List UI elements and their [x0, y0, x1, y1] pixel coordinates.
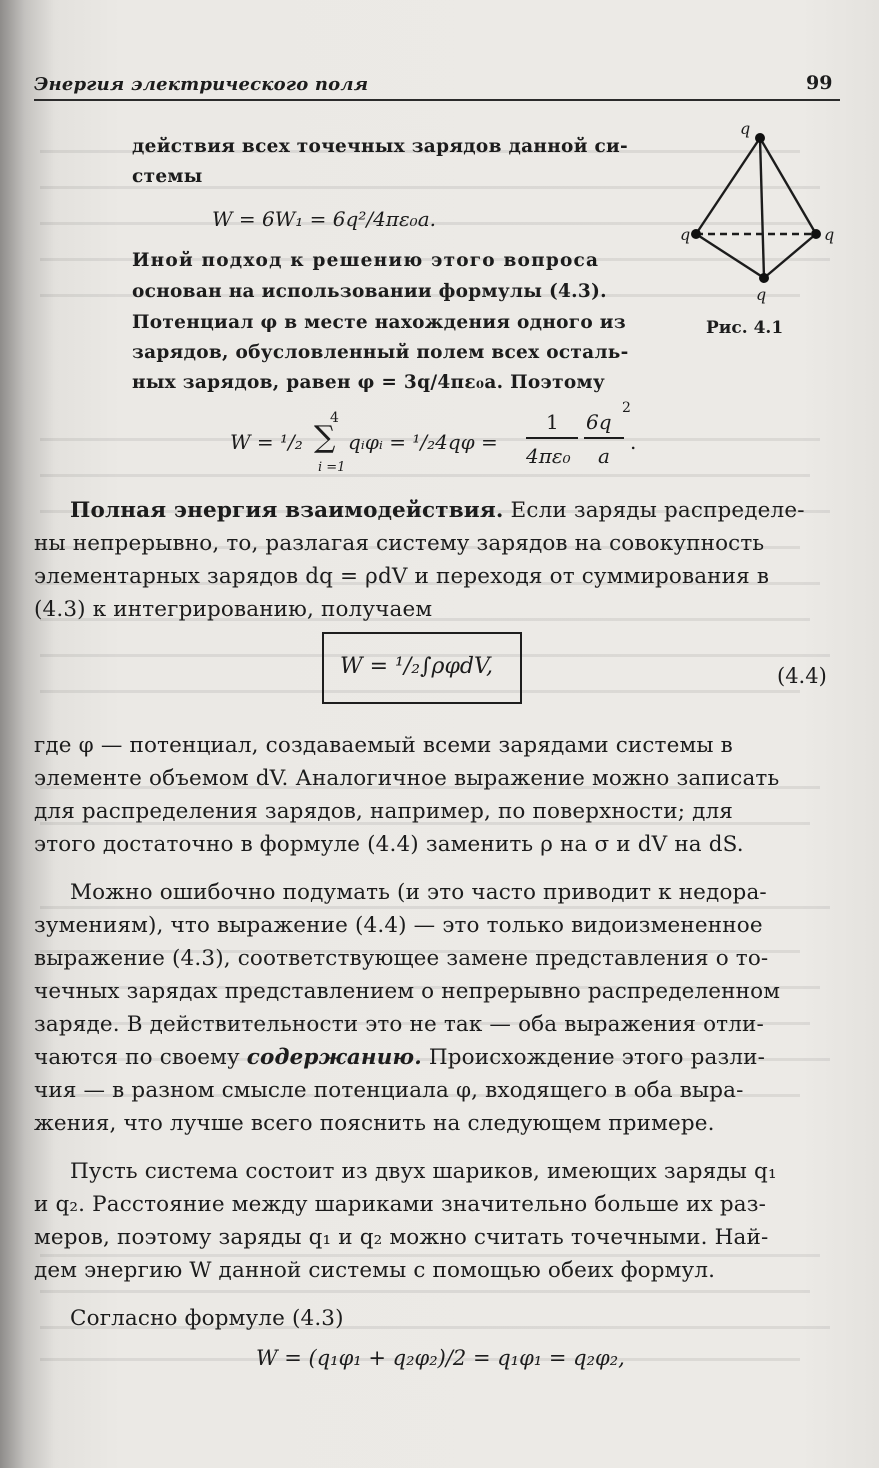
equation-number: (4.4): [777, 664, 827, 688]
paragraph-line: и q₂. Расстояние между шариками значительно больше их раз-: [34, 1192, 767, 1217]
fraction-denominator: 4πε₀: [526, 444, 571, 468]
paragraph-line: жения, что лучше всего пояснить на следующем примере.: [34, 1111, 715, 1136]
paragraph-line: Можно ошибочно подумать (и это часто приводит к недора-: [70, 880, 767, 905]
vertex-label: q: [756, 285, 767, 304]
exponent: 2: [622, 400, 631, 416]
paragraph-line: этого достаточно в формуле (4.4) заменить ρ на σ и dV на dS.: [34, 832, 744, 857]
figure-caption: Рис. 4.1: [706, 318, 784, 338]
sum-upper-limit: 4: [330, 410, 339, 426]
fraction-bar: [526, 437, 578, 439]
emphasis: содержанию.: [246, 1045, 422, 1070]
paragraph-line: [34, 1045, 765, 1070]
sum-lower-limit: i =1: [318, 460, 346, 475]
paragraph-line: выражение (4.3), соответствующее замене представления о то-: [34, 946, 769, 971]
sum-body: qᵢφᵢ = ¹/₂4qφ =: [348, 430, 498, 454]
paragraph-line: Пусть система состоит из двух шариков, имеющих заряды q₁: [70, 1159, 777, 1184]
tetrahedron-figure: [680, 118, 850, 318]
formula-sum-energy: [230, 400, 650, 480]
paragraph-line: заряде. В действительности это не так — оба выражения отли-: [34, 1012, 764, 1037]
paragraph-line: Согласно формуле (4.3): [70, 1306, 344, 1331]
paragraph-line: где φ — потенциал, создаваемый всеми зарядами системы в: [34, 733, 733, 758]
text-line: зарядов, обусловленный полем всех осталь-: [132, 342, 629, 363]
fraction-numerator: 6q: [586, 410, 612, 434]
vertex-label: q: [680, 225, 691, 244]
text-line: стемы: [132, 166, 203, 187]
paragraph-line: чечных зарядах представлением о непрерывно распределенном: [34, 979, 781, 1004]
header-rule: [34, 99, 840, 101]
vertex-label: q: [824, 225, 835, 244]
paragraph-line: ны непрерывно, то, разлагая систему зарядов на совокупность: [34, 531, 765, 556]
paragraph-line: элементарных зарядов dq = ρdV и переходя от суммирования в: [34, 564, 770, 589]
formula-integral-energy: W = ¹/₂∫ρφdV,: [340, 654, 494, 679]
text-line: Иной подход к решению этого вопроса: [132, 250, 600, 271]
vertex-label: q: [740, 119, 751, 138]
paragraph-line: чия — в разном смысле потенциала φ, входящего в оба выра-: [34, 1078, 744, 1103]
text-span: Происхождение этого разли-: [421, 1045, 766, 1070]
paragraph-line: [70, 498, 805, 523]
formula-end: .: [630, 430, 637, 454]
formula-lhs: W = ¹/₂: [230, 430, 303, 454]
text-line: Потенциал φ в месте нахождения одного из: [132, 312, 626, 333]
paragraph-line: элементе объемом dV. Аналогичное выражение можно записать: [34, 766, 780, 791]
paragraph-line: меров, поэтому заряды q₁ и q₂ можно считать точечными. Най-: [34, 1225, 769, 1250]
paragraph-line: зумениям), что выражение (4.4) — это только видоизмененное: [34, 913, 763, 938]
text-span: Если заряды распределе-: [503, 498, 805, 523]
paragraph-line: дем энергию W данной системы с помощью обеих формул.: [34, 1258, 716, 1283]
formula-two-charges: W = (q₁φ₁ + q₂φ₂)/2 = q₁φ₁ = q₂φ₂,: [256, 1346, 625, 1370]
text-line: основан на использовании формулы (4.3).: [132, 281, 607, 302]
running-header-title: Энергия электрического поля: [34, 74, 369, 95]
fraction-numerator: 1: [546, 410, 559, 434]
sum-symbol: ∑: [314, 420, 336, 455]
paragraph-line: (4.3) к интегрированию, получаем: [34, 597, 433, 622]
text-line: ных зарядов, равен φ = 3q/4πε₀a. Поэтому: [132, 372, 605, 393]
formula-energy-total: W = 6W₁ = 6q²/4πε₀a.: [212, 207, 436, 231]
fraction-bar: [584, 437, 624, 439]
text-span: чаются по своему: [34, 1045, 247, 1070]
fraction-denominator: a: [598, 444, 610, 468]
page-number: 99: [806, 72, 833, 94]
paragraph-heading: Полная энергия взаимодействия.: [70, 498, 504, 523]
text-line: действия всех точечных зарядов данной си-: [132, 136, 629, 157]
paragraph-line: для распределения зарядов, например, по поверхности; для: [34, 799, 733, 824]
